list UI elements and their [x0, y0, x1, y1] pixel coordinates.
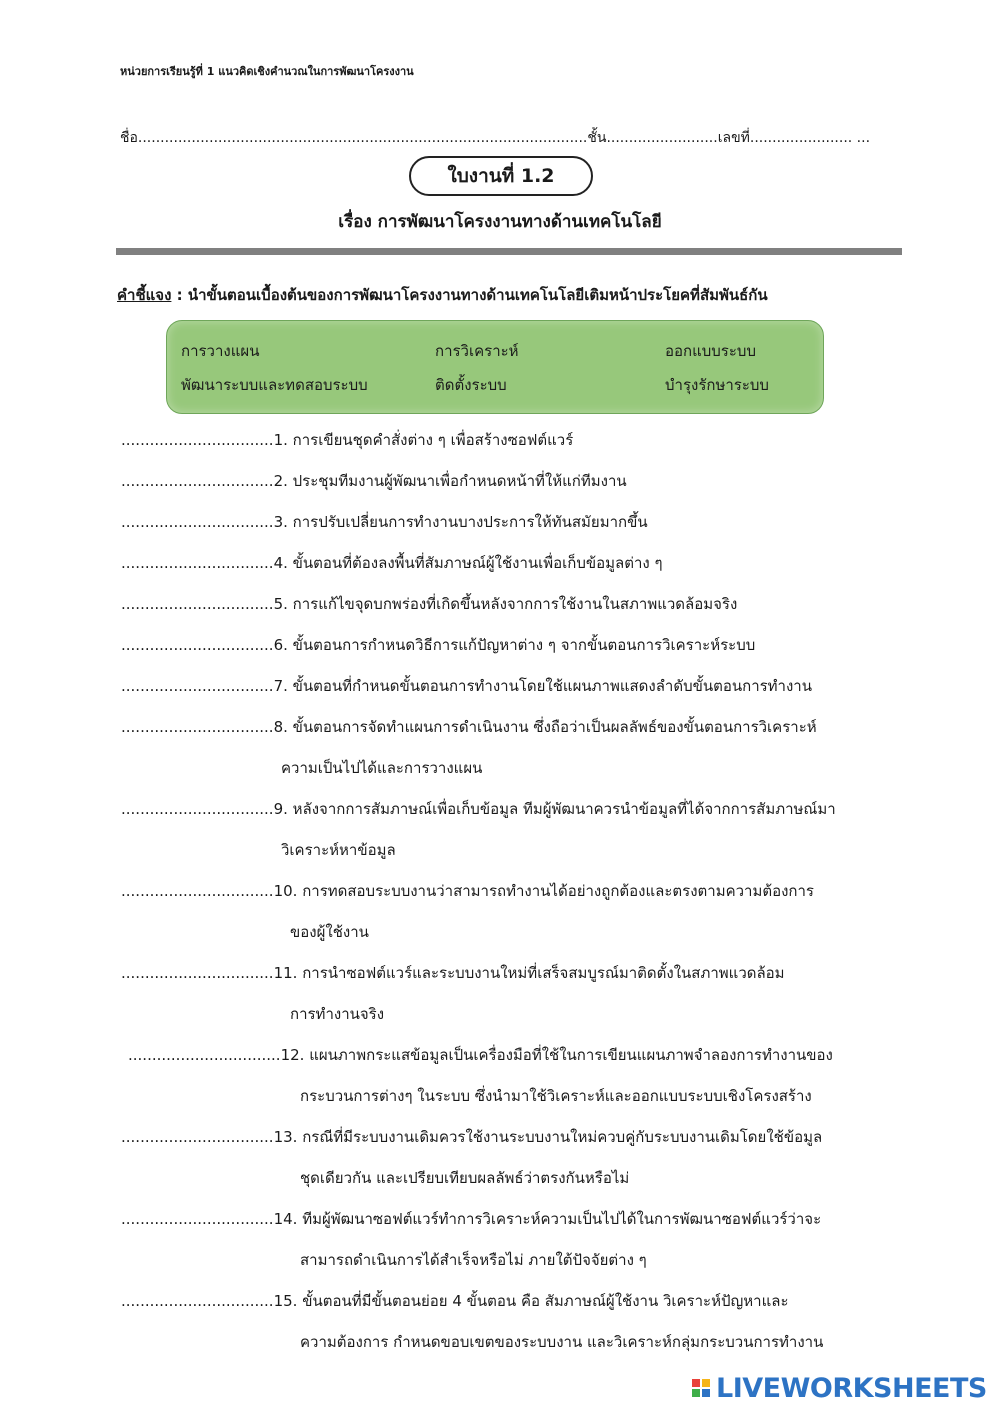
- question-row: [121, 551, 663, 575]
- answer-blank[interactable]: ................................: [121, 882, 274, 900]
- question-row: [121, 510, 648, 534]
- question-row: [121, 879, 814, 903]
- question-continuation: กระบวนการต่างๆ ในระบบ ซึ่งนำมาใช้วิเคราะห์และออกแบบระบบเชิงโครงสร้าง: [300, 1087, 812, 1105]
- question-text: 11. การนำซอฟต์แวร์และระบบงานใหม่ที่เสร็จสมบูรณ์มาติดตั้งในสภาพแวดล้อม: [273, 964, 785, 982]
- answer-blank[interactable]: ................................: [121, 1210, 274, 1228]
- question-text: 5. การแก้ไขจุดบกพร่องที่เกิดขึ้นหลังจากการใช้งานในสภาพแวดล้อมจริง: [273, 595, 738, 613]
- question-row: [121, 592, 737, 616]
- instructions: [117, 283, 768, 307]
- question-row: [121, 1207, 821, 1231]
- question-continuation: ชุดเดียวกัน และเปรียบเทียบผลลัพธ์ว่าตรงกันหรือไม่: [300, 1169, 630, 1187]
- answer-blank[interactable]: ................................: [121, 1128, 274, 1146]
- question-text: 14. ทีมผู้พัฒนาซอฟต์แวร์ทำการวิเคราะห์ความเป็นไปได้ในการพัฒนาซอฟต์แวร์ว่าจะ: [273, 1210, 822, 1228]
- question-text: 6. ขั้นตอนการกำหนดวิธีการแก้ปัญหาต่าง ๆ จากขั้นตอนการวิเคราะห์ระบบ: [273, 636, 756, 654]
- question-continuation: ความเป็นไปได้และการวางแผน: [281, 759, 483, 777]
- answer-blank[interactable]: ................................: [121, 472, 274, 490]
- unit-header: หน่วยการเรียนรู้ที่ 1 แนวคิดเชิงคำนวณในการพัฒนาโครงงาน: [120, 65, 414, 78]
- worksheet-subject: เรื่อง การพัฒนาโครงงานทางด้านเทคโนโลยี: [338, 212, 662, 232]
- word-bank: [166, 320, 824, 414]
- instructions-label: คำชี้แจง: [117, 286, 172, 304]
- brand-name: LIVEWORKSHEETS: [716, 1373, 987, 1404]
- divider-rule: [116, 248, 902, 255]
- word-bank-item: ออกแบบระบบ: [665, 342, 756, 360]
- question-text: 2. ประชุมทีมงานผู้พัฒนาเพื่อกำหนดหน้าที่ให้แก่ทีมงาน: [273, 472, 627, 490]
- question-text: 15. ขั้นตอนที่มีขั้นตอนย่อย 4 ขั้นตอน คือ สัมภาษณ์ผู้ใช้งาน วิเคราะห์ปัญหาและ: [273, 1292, 789, 1310]
- liveworksheets-logo[interactable]: [692, 1373, 987, 1404]
- word-bank-item: บำรุงรักษาระบบ: [665, 376, 769, 394]
- liveworksheets-icon: [692, 1377, 712, 1401]
- question-continuation: วิเคราะห์หาข้อมูล: [281, 841, 396, 859]
- question-text: 3. การปรับเปลี่ยนการทำงานบางประการให้ทันสมัยมากขึ้น: [273, 513, 648, 531]
- question-row: [121, 715, 817, 739]
- question-continuation: สามารถดำเนินการได้สำเร็จหรือไม่ ภายใต้ปัจจัยต่าง ๆ: [300, 1251, 647, 1269]
- answer-blank[interactable]: ................................: [121, 431, 274, 449]
- question-continuation: ความต้องการ กำหนดขอบเขตของระบบงาน และวิเคราะห์กลุ่มกระบวนการทำงาน: [300, 1333, 824, 1351]
- question-continuation: ของผู้ใช้งาน: [290, 923, 369, 941]
- question-row: [121, 674, 812, 698]
- word-bank-item: การวางแผน: [181, 342, 260, 360]
- question-row: [121, 1125, 822, 1149]
- answer-blank[interactable]: ................................: [121, 718, 274, 736]
- answer-blank[interactable]: ................................: [128, 1046, 281, 1064]
- word-bank-item: พัฒนาระบบและทดสอบระบบ: [181, 376, 368, 394]
- answer-blank[interactable]: ................................: [121, 513, 274, 531]
- question-row: [121, 961, 785, 985]
- answer-blank[interactable]: ................................: [121, 595, 274, 613]
- question-text: 7. ขั้นตอนที่กำหนดขั้นตอนการทำงานโดยใช้แผนภาพแสดงลำดับขั้นตอนการทำงาน: [273, 677, 812, 695]
- question-continuation: การทำงานจริง: [290, 1005, 385, 1023]
- answer-blank[interactable]: ................................: [121, 677, 274, 695]
- question-text: 1. การเขียนชุดคำสั่งต่าง ๆ เพื่อสร้างซอฟต์แวร์: [273, 431, 574, 449]
- question-text: 4. ขั้นตอนที่ต้องลงพื้นที่สัมภาษณ์ผู้ใช้งานเพื่อเก็บข้อมูลต่าง ๆ: [273, 554, 663, 572]
- question-text: 10. การทดสอบระบบงานว่าสามารถทำงานได้อย่างถูกต้องและตรงตามความต้องการ: [273, 882, 814, 900]
- question-text: 8. ขั้นตอนการจัดทำแผนการดำเนินงาน ซึ่งถือว่าเป็นผลลัพธ์ของขั้นตอนการวิเคราะห์: [273, 718, 817, 736]
- question-row: [121, 469, 627, 493]
- question-row: [121, 797, 836, 821]
- question-row: [121, 1289, 789, 1313]
- worksheet-title: ใบงานที่ 1.2: [409, 156, 593, 196]
- question-text: 12. แผนภาพกระแสข้อมูลเป็นเครื่องมือที่ใช้ในการเขียนแผนภาพจำลองการทำงานของ: [280, 1046, 833, 1064]
- answer-blank[interactable]: ................................: [121, 964, 274, 982]
- word-bank-item: ติดตั้งระบบ: [435, 376, 507, 394]
- name-class-number-row: ชื่อ.....................................................................................................ชั้น.........................เลขที่....................... ...: [120, 130, 871, 146]
- answer-blank[interactable]: ................................: [121, 554, 274, 572]
- answer-blank[interactable]: ................................: [121, 800, 274, 818]
- question-text: 13. กรณีที่มีระบบงานเดิมควรใช้งานระบบงานใหม่ควบคู่กับระบบงานเดิมโดยใช้ข้อมูล: [273, 1128, 823, 1146]
- answer-blank[interactable]: ................................: [121, 636, 274, 654]
- question-row: [121, 633, 755, 657]
- instructions-text: : นำขั้นตอนเบื้องต้นของการพัฒนาโครงงานทางด้านเทคโนโลยีเติมหน้าประโยคที่สัมพันธ์กัน: [171, 286, 768, 304]
- word-bank-item: การวิเคราะห์: [435, 342, 519, 360]
- question-row: [128, 1043, 833, 1067]
- question-row: [121, 428, 573, 452]
- answer-blank[interactable]: ................................: [121, 1292, 274, 1310]
- question-text: 9. หลังจากการสัมภาษณ์เพื่อเก็บข้อมูล ทีมผู้พัฒนาควรนำข้อมูลที่ได้จากการสัมภาษณ์มา: [273, 800, 836, 818]
